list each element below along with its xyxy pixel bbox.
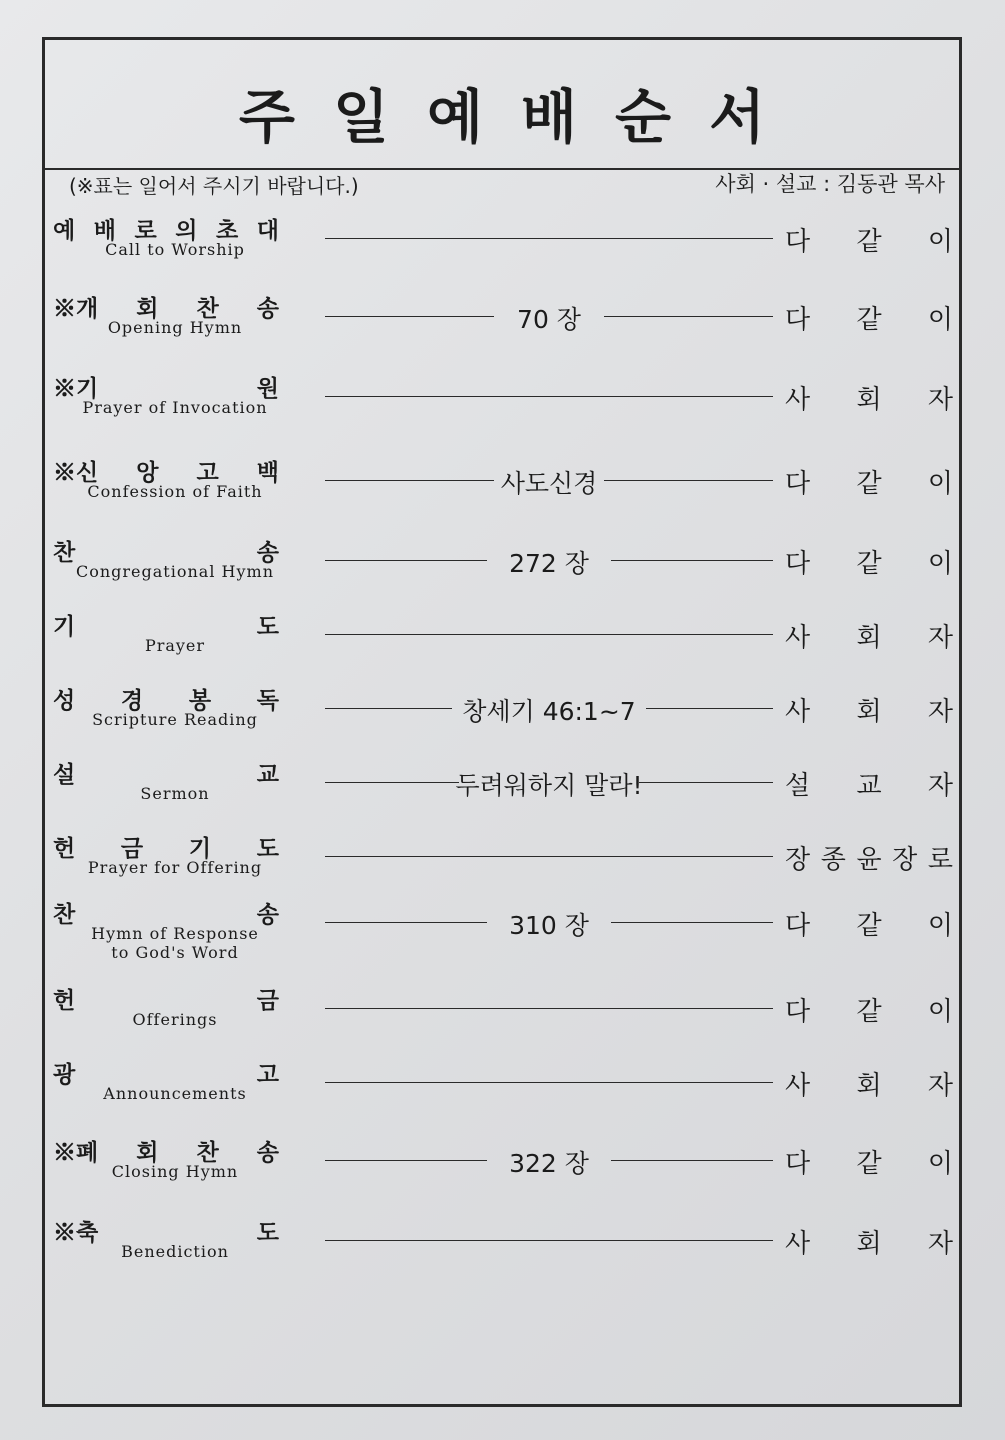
leader-char: 같: [856, 305, 882, 335]
item-english-title: Hymn of Response to God's Word: [91, 924, 259, 962]
worship-order-item: [45, 756, 959, 826]
item-leader: [785, 839, 953, 876]
item-english-title: Announcements: [103, 1084, 247, 1103]
leader-char: 자: [927, 1071, 953, 1101]
leader-char: 같: [856, 997, 882, 1027]
leader-char: 같: [856, 1149, 882, 1179]
korean-char: ※축: [53, 1219, 99, 1246]
korean-char: ※개: [53, 295, 99, 322]
korean-char: 봉: [188, 687, 212, 714]
leader-char: 윤: [856, 845, 882, 875]
leader-char: 이: [927, 911, 953, 941]
page-title: [45, 70, 959, 154]
korean-char: 대: [256, 217, 279, 244]
korean-char: 기: [53, 613, 76, 640]
korean-char: 예: [53, 217, 76, 244]
leader-char: 교: [856, 771, 882, 801]
leader-char: 이: [927, 1149, 953, 1179]
leader-line: [325, 560, 487, 561]
leader-char: 다: [785, 227, 811, 257]
item-leader: [785, 1223, 953, 1260]
korean-char: 찬: [53, 539, 76, 566]
standing-note: (※표는 일어서 주시기 바랍니다.): [69, 174, 359, 198]
item-english-title: Opening Hymn: [107, 318, 243, 337]
korean-char: 송: [256, 539, 279, 566]
leader-char: 다: [785, 1149, 811, 1179]
leader-line: [604, 316, 773, 317]
korean-char: 헌: [53, 835, 76, 862]
leader-line: [604, 480, 773, 481]
item-detail: 322 장: [509, 1149, 589, 1178]
leader-line: [325, 1240, 773, 1241]
leader-char: 이: [927, 997, 953, 1027]
worship-order-item: [45, 830, 959, 900]
leader-line: [325, 708, 452, 709]
korean-char: 앙: [136, 459, 159, 486]
title-box: [45, 40, 959, 170]
leader-char: 같: [856, 911, 882, 941]
leader-char: 회: [856, 623, 882, 653]
worship-order-item: [45, 454, 959, 524]
worship-order-item: [45, 608, 959, 678]
item-english-title: Prayer for Offering: [87, 858, 263, 877]
worship-order-item: [45, 896, 959, 966]
worship-order-item: [45, 534, 959, 604]
leader-line: [325, 480, 494, 481]
leader-char: 사: [785, 623, 811, 653]
korean-char: 찬: [196, 295, 219, 322]
leader-char: 회: [856, 697, 882, 727]
leader-char: 장: [785, 845, 811, 875]
item-english-title: Closing Hymn: [111, 1162, 239, 1181]
korean-char: 광: [53, 1061, 76, 1088]
korean-char: 헌: [53, 987, 76, 1014]
korean-char: 금: [120, 835, 144, 862]
korean-char: 도: [256, 835, 279, 862]
leader-line: [611, 1160, 773, 1161]
leader-char: 이: [927, 305, 953, 335]
leader-char: 설: [785, 771, 811, 801]
korean-char: 송: [256, 295, 279, 322]
item-leader: [785, 691, 953, 728]
leader-char: 종: [820, 845, 846, 875]
item-detail: 310 장: [509, 911, 589, 940]
title-char: 순: [615, 83, 710, 151]
korean-char: 회: [136, 1139, 159, 1166]
korean-char: ※기: [53, 375, 99, 402]
leader-char: 다: [785, 911, 811, 941]
leader-char: 장: [892, 845, 918, 875]
leader-char: 사: [785, 1229, 811, 1259]
worship-order-item: [45, 290, 959, 360]
korean-char: 찬: [53, 901, 76, 928]
leader-char: 자: [927, 771, 953, 801]
item-english-title: Congregational Hymn: [75, 562, 274, 581]
item-leader: [785, 299, 953, 336]
worship-order-item: [45, 212, 959, 282]
leader-char: 같: [856, 549, 882, 579]
item-leader: [785, 463, 953, 500]
leader-line: [325, 238, 773, 239]
item-leader: [785, 221, 953, 258]
leader-line: [325, 922, 487, 923]
item-leader: [785, 617, 953, 654]
leader-line: [611, 560, 773, 561]
leader-line: [325, 1008, 773, 1009]
korean-char: 원: [256, 375, 279, 402]
item-leader: [785, 543, 953, 580]
item-detail: 272 장: [509, 549, 589, 578]
leader-char: 자: [927, 385, 953, 415]
korean-char: 송: [256, 901, 279, 928]
item-english-title: Prayer: [144, 636, 206, 655]
korean-char: 찬: [196, 1139, 219, 1166]
leader-char: 이: [927, 549, 953, 579]
item-leader: [785, 905, 953, 942]
leader-line: [325, 316, 494, 317]
korean-char: 경: [120, 687, 144, 714]
worship-order-item: [45, 1214, 959, 1284]
title-char: 서: [709, 83, 804, 151]
leader-char: 회: [856, 1229, 882, 1259]
leader-char: 회: [856, 385, 882, 415]
item-detail: 사도신경: [500, 469, 598, 498]
leader-char: 자: [927, 1229, 953, 1259]
korean-char: 설: [53, 761, 76, 788]
korean-char: 고: [196, 459, 219, 486]
leader-char: 다: [785, 997, 811, 1027]
leader-line: [325, 634, 773, 635]
leader-char: 이: [927, 469, 953, 499]
title-char: 예: [426, 83, 521, 151]
order-of-worship-frame: [42, 37, 962, 1407]
leader-char: 사: [785, 385, 811, 415]
korean-char: 초: [216, 217, 239, 244]
title-char: 일: [332, 83, 427, 151]
leader-line: [325, 1160, 487, 1161]
korean-char: 고: [256, 1061, 279, 1088]
leader-char: 자: [927, 697, 953, 727]
leader-line: [646, 708, 773, 709]
item-leader: [785, 1065, 953, 1102]
korean-char: 도: [256, 1219, 279, 1246]
item-english-title: Scripture Reading: [92, 710, 258, 729]
officiant-label: 사회 · 설교 : 김동관 목사: [715, 172, 945, 196]
korean-char: 로: [134, 217, 157, 244]
leader-char: 다: [785, 469, 811, 499]
item-english-title: Confession of Faith: [87, 482, 263, 501]
worship-order-item: [45, 370, 959, 440]
leader-line: [325, 856, 773, 857]
korean-char: 교: [256, 761, 279, 788]
item-detail: 70 장: [517, 305, 581, 334]
leader-line: [325, 1082, 773, 1083]
title-char: 주: [238, 83, 333, 151]
korean-char: 도: [256, 613, 279, 640]
korean-char: 금: [256, 987, 279, 1014]
leader-char: 다: [785, 549, 811, 579]
item-leader: [785, 991, 953, 1028]
korean-char: 성: [53, 687, 76, 714]
leader-char: 로: [927, 845, 953, 875]
worship-order-item: [45, 1056, 959, 1126]
leader-line: [325, 396, 773, 397]
leader-char: 이: [927, 227, 953, 257]
leader-char: 사: [785, 1071, 811, 1101]
worship-order-item: [45, 1134, 959, 1204]
leader-char: 같: [856, 227, 882, 257]
item-detail: 두려워하지 말라!: [455, 771, 643, 800]
leader-line: [325, 782, 459, 783]
korean-char: 의: [175, 217, 198, 244]
item-leader: [785, 379, 953, 416]
leader-char: 다: [785, 305, 811, 335]
item-detail: 창세기 46:1~7: [462, 697, 636, 726]
leader-line: [639, 782, 773, 783]
leader-line: [611, 922, 773, 923]
worship-order-item: [45, 682, 959, 752]
item-english-title: Offerings: [132, 1010, 218, 1029]
korean-char: 백: [256, 459, 279, 486]
worship-order-item: [45, 982, 959, 1052]
korean-char: 배: [93, 217, 116, 244]
korean-char: ※신: [53, 459, 99, 486]
item-english-title: Call to Worship: [105, 240, 245, 259]
item-leader: [785, 1143, 953, 1180]
korean-char: 기: [188, 835, 212, 862]
korean-char: 회: [136, 295, 159, 322]
korean-char: 송: [256, 1139, 279, 1166]
leader-char: 같: [856, 469, 882, 499]
leader-char: 사: [785, 697, 811, 727]
korean-char: 독: [256, 687, 279, 714]
leader-char: 자: [927, 623, 953, 653]
item-leader: [785, 765, 953, 802]
item-english-title: Sermon: [140, 784, 210, 803]
leader-char: 회: [856, 1071, 882, 1101]
item-english-title: Benediction: [121, 1242, 229, 1261]
korean-char: ※폐: [53, 1139, 99, 1166]
title-char: 배: [521, 83, 616, 151]
item-english-title: Prayer of Invocation: [82, 398, 268, 417]
